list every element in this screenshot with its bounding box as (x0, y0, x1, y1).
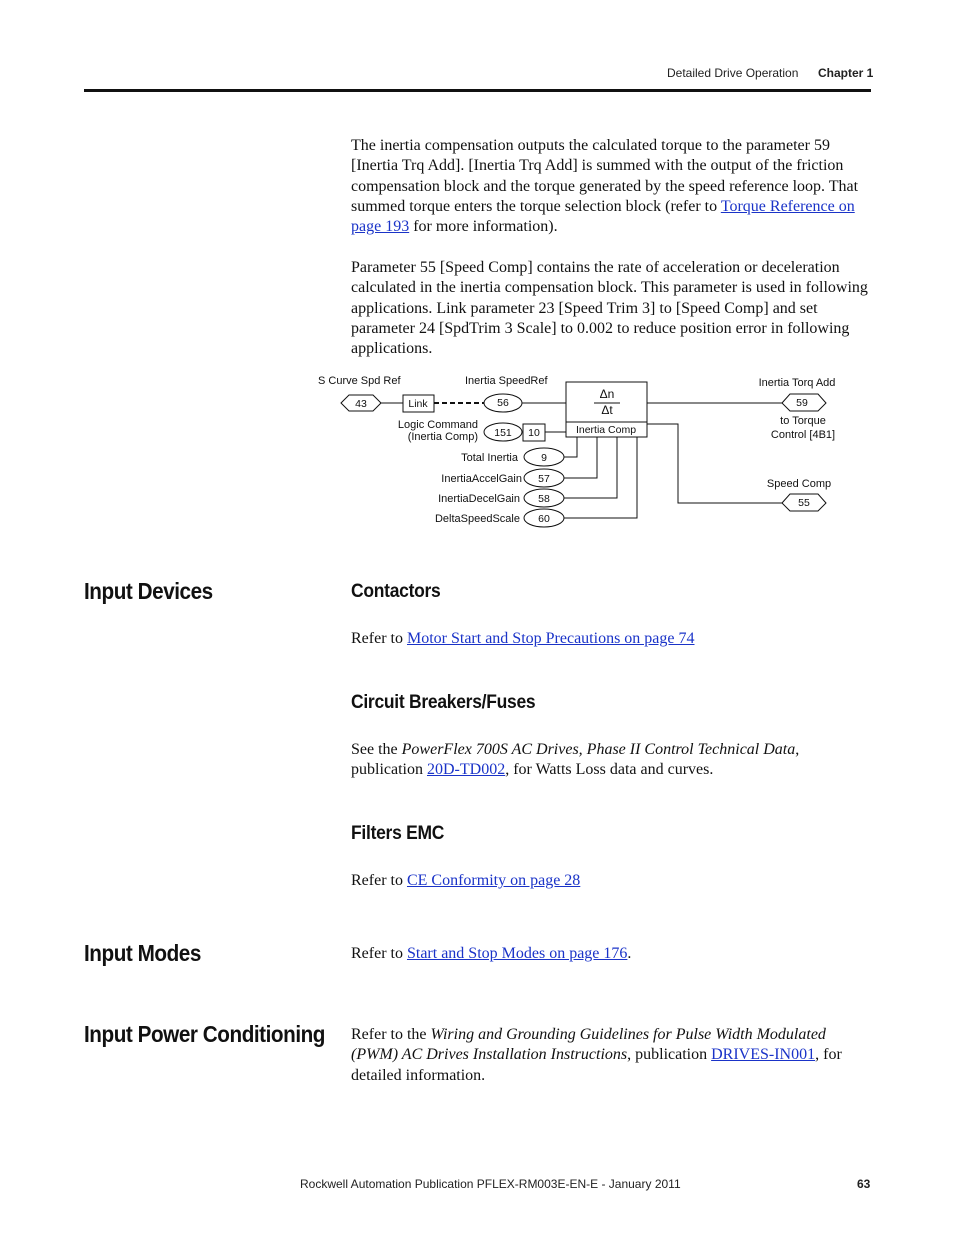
page-number: 63 (857, 1177, 871, 1191)
logic-command-label-2: (Inertia Comp) (407, 431, 478, 443)
to-torque-label-2: Control [4B1] (770, 429, 836, 441)
filters-emc-text: Refer to CE Conformity on page 28 (351, 872, 581, 889)
accel-gain-label: InertiaAccelGain (441, 473, 522, 485)
accel-gain-param-value: 57 (538, 473, 550, 485)
delta-speed-param-value: 60 (538, 513, 550, 525)
delta-speed-label: DeltaSpeedScale (434, 513, 520, 525)
start-stop-modes-link[interactable]: Start and Stop Modes on page 176 (406, 945, 628, 962)
total-inertia-label: Total Inertia (461, 452, 518, 464)
contactors-text: Refer to Motor Start and Stop Precautions on page 74 (351, 630, 695, 647)
logic-command-bit-value: 10 (528, 427, 540, 439)
input-modes-heading: Input Modes (84, 940, 201, 966)
header-section-title: Detailed Drive Operation (667, 66, 799, 80)
decel-gain-label: InertiaDecelGain (438, 493, 520, 505)
link-label: Link (408, 398, 428, 410)
header-chapter: Chapter 1 (818, 66, 874, 80)
td002-link[interactable]: 20D-TD002 (426, 761, 506, 779)
total-inertia-param-value: 9 (541, 452, 547, 464)
logic-command-label-1: Logic Command (397, 419, 478, 431)
torq-add-label: Inertia Torq Add (758, 377, 836, 389)
speed-comp-param-value: 55 (798, 497, 810, 509)
block-denominator: Δt (601, 403, 613, 417)
s-curve-label: S Curve Spd Ref (318, 375, 401, 387)
input-devices-heading: Input Devices (84, 578, 213, 604)
drives-in001-link[interactable]: DRIVES-IN001 (711, 1046, 816, 1064)
contactors-heading: Contactors (351, 581, 441, 602)
input-power-text: Refer to the Wiring and Grounding Guidelines for Pulse Width Modulated (PWM) AC Drives Installation Instructions, publication DRIVES-IN001, for detailed information. (351, 1026, 842, 1084)
torque-reference-link[interactable]: Torque Reference on page 193 (351, 197, 855, 236)
speed-comp-label: Speed Comp (766, 478, 832, 490)
input-power-heading: Input Power Conditioning (84, 1021, 326, 1047)
inertia-speedref-label: Inertia SpeedRef (465, 375, 548, 387)
motor-start-stop-link[interactable]: Motor Start and Stop Precautions on page 74 (406, 630, 695, 647)
to-torque-label-1: to Torque (780, 415, 826, 427)
header-rule (84, 89, 871, 92)
input-modes-text: Refer to Start and Stop Modes on page 176. (351, 945, 632, 962)
inertia-speedref-param-value: 56 (497, 397, 509, 409)
torq-add-param-value: 59 (796, 397, 808, 409)
circuit-breakers-text: See the PowerFlex 700S AC Drives, Phase II Control Technical Data, publication 20D-TD002, for Watts Loss data and curves. (351, 741, 800, 779)
logic-command-param-value: 151 (494, 427, 512, 439)
inertia-comp-diagram (310, 368, 850, 538)
footer-publication: Rockwell Automation Publication PFLEX-RM003E-EN-E - January 2011 (300, 1177, 681, 1191)
circuit-breakers-heading: Circuit Breakers/Fuses (351, 692, 536, 713)
s-curve-param: 43 (355, 398, 367, 410)
ce-conformity-link[interactable]: CE Conformity on page 28 (406, 872, 581, 889)
filters-emc-heading: Filters EMC (351, 823, 445, 844)
intro-paragraph-2: Parameter 55 [Speed Comp] contains the rate of acceleration or deceleration calculated in the inertia compensation block. This parameter is used in following applications. Link parameter 23 [Speed Trim 3] to [Speed Comp] and set parameter 24 [SpdTrim 3 Scale] to 0.002 to reduce position error in following applications. (351, 259, 868, 358)
intro-paragraph-1: The inertia compensation outputs the calculated torque to the parameter 59 [Inertia Trq Add]. [Inertia Trq Add] is summed with the output of the friction compensation block and the torque generated by the speed reference loop. That summed torque enters the torque selection block (refer to Torque Reference on page 193 for more information). (351, 137, 859, 236)
block-label: Inertia Comp (575, 424, 637, 436)
block-numerator: Δn (599, 387, 615, 401)
decel-gain-param-value: 58 (538, 493, 550, 505)
